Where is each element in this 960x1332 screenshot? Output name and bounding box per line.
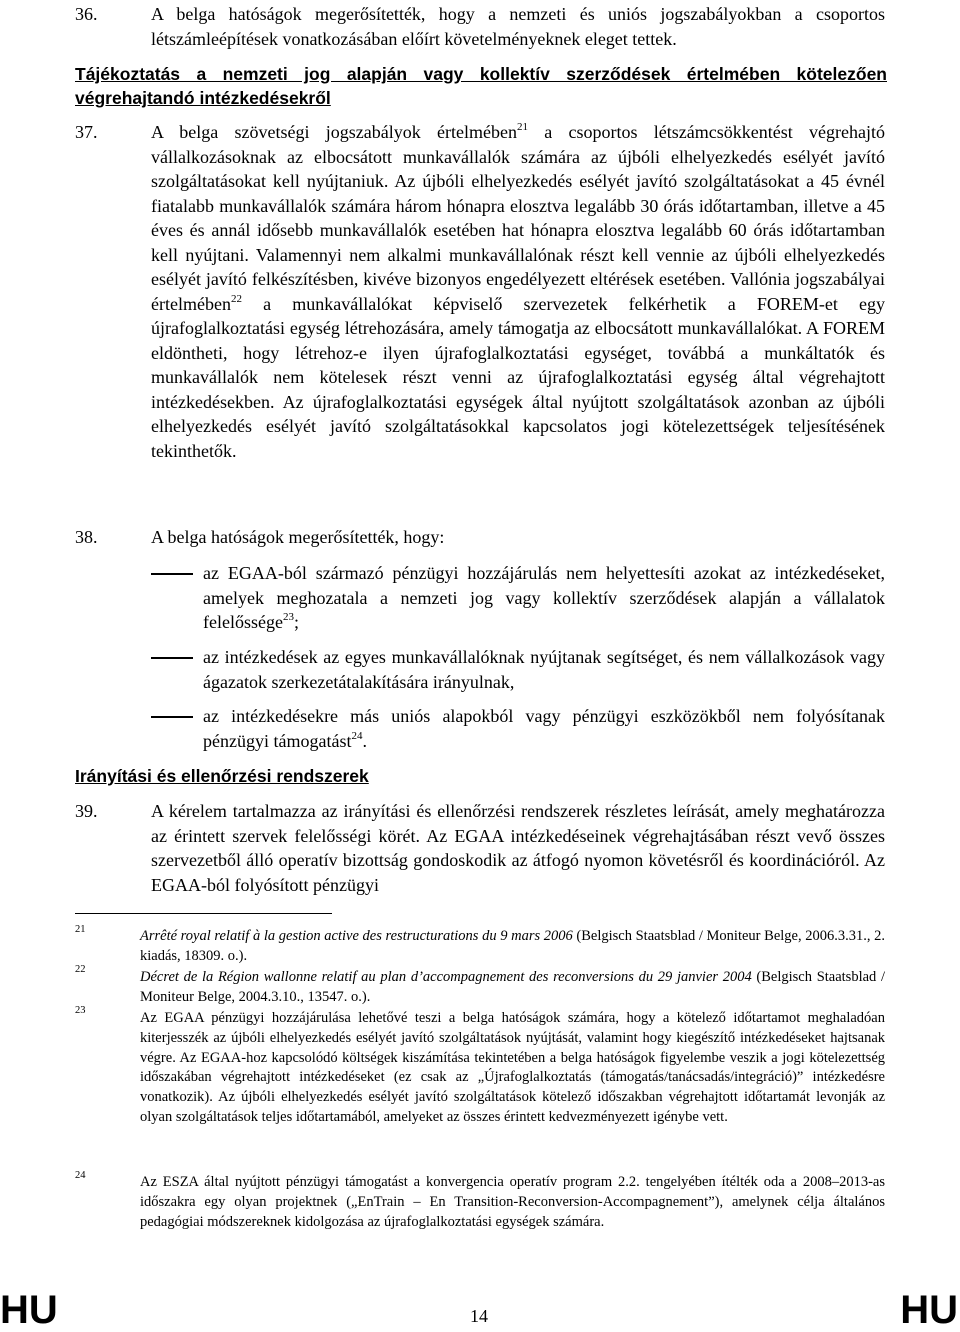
paragraph-37: A belga szövetségi jogszabályok értelmében$^{21}$ a csoportos létszámcsökkentést végrehajtó vállalkozásoknak az elbocsátott munkavállalók számára az újbóli elhelyezkedés esélyét javító szolgáltatásokat kell nyújtaniuk. Az újbóli elhelyezkedés esélyét javító szolgáltatásokat a 45 évnél fiatalabb munkavállalók számára három hónapra elosztva legalább 30 órás időtartamban, illetve a 45 éves és annál idősebb munkavállalók esetében hat hónapra elosztva legalább 60 órás időtartamban kell nyújtani. Valamennyi nem alkalmi munkavállalónak részt kell vennie az újbóli elhelyezkedés esélyét javító felkészítésben, kivéve bizonyos engedélyezett eltérések esetében. Vallónia jogszabályai értelmében$^{22}$ a munkavállalókat képviselő szervezetek felkérhetik a FOREM-et egy újrafoglalkoztatási egység létrehozására, amely támogatja az elbocsátott munkavállalókat. A FOREM eldöntheti, hogy létrehoz-e ilyen újrafoglalkoztatási egységet, továbbá a munkáltatók és munkavállalók nem kötelesek részt venni az újrafoglalkoztatási egység által végrehajtott intézkedésekben. Az újrafoglalkoztatási egységek által nyújtott szolgáltatások azonban az újbóli elhelyezkedés esélyét javító szolgáltatásokkal kapcsolatos jogi kötelezettségek teljesítésének tekinthetők. <box>151 121 885 461</box>
language-code-right: HU <box>900 1288 958 1332</box>
bullet-item: az EGAA-ból származó pénzügyi hozzájárulás nem helyettesíti azokat az intézkedéseket, amelyek meghozatala a nemzeti jog vagy kollektív szerződések alapján a vállalatok felelőssége$^{23}$; <box>203 563 885 632</box>
footnote-ref[interactable]: 23 <box>282 611 294 623</box>
paragraph-39: A kérelem tartalmazza az irányítási és ellenőrzési rendszerek részletes leírását, amely meghatározza az érintett szervek felelősségi körét. Az EGAA intézkedéseinek végrehajtásában részt vevő összes szervezetből álló operatív bizottság gondoskodik az átfogó nyomon követésről és koordinációról. Az EGAA-ból folyósított pénzügyi <box>151 801 885 895</box>
language-code-left: HU <box>0 1288 58 1332</box>
bullet-item: az intézkedések az egyes munkavállalóknak nyújtanak segítséget, és nem vállalkozások vagy ágazatok szerkezetátalakítására irányulnak, <box>203 647 885 692</box>
paragraph-38-intro: A belga hatóságok megerősítették, hogy: <box>151 527 445 547</box>
footnote-23: Az EGAA pénzügyi hozzájárulása lehetővé teszi a belga hatóságok számára, hogy a kötelező időtartamot meghaladóan kiterjesszék az újbóli elhelyezkedés esélyét javító szolgáltatások nyújtását, valamint hogy kiegészítő intézkedéseket hajtsanak végre. Az EGAA-hoz kapcsolódó költségek kiszámítása tekintetében a belga hatóságok figyelembe veszik a jogi kötelezettség időszakában végrehajtott intézkedéseket (ez csak az „Újrafoglalkoztatás (támogatás/tanácsadás/integráció)” intézkedésre vonatkozik). Az újbóli elhelyezkedés esélyét javító szolgáltatások kötelező időszakban végrehajtott időtartamát levonják az olyan szolgáltatások teljes időtartamából, amelyeket az összes érintett kedvezményezett igénybe vett. <box>140 1010 885 1125</box>
footnote-number: 23 <box>75 1005 86 1016</box>
section-heading: Irányítási és ellenőrzési rendszerek <box>75 766 369 786</box>
paragraph-number: 36. <box>75 4 98 24</box>
footnote-22: Décret de la Région wallonne relatif au plan d’accompagnement des reconversions du 29 janvier 2004 (Belgisch Staatsblad / Moniteur Belge, 2004.3.10., 13547. o.). <box>140 969 886 1005</box>
paragraph-number: 37. <box>75 122 98 142</box>
footnote-24: Az ESZA által nyújtott pénzügyi támogatást a konvergencia operatív program 2.2. tengelyében ítélték oda a 2008–2013-as időszakra egy olyan projektnek („EnTrain – En Transition-Reconversion-Accompagnement”), amelynek célja általános pedagógiai módszereknek kidolgozása az újrafoglalkoztatási egységek számára. <box>140 1174 885 1230</box>
section-heading: Tájékoztatás a nemzeti jog alapján vagy kollektív szerződések értelmében kötelezően végrehajtandó intézkedésekről <box>75 64 887 108</box>
dash-bullet <box>151 716 193 718</box>
bullet-item: az intézkedésekre más uniós alapokból vagy pénzügyi eszközökből nem folyósítanak pénzügyi támogatást$^{24}$. <box>203 706 885 751</box>
footnote-separator <box>75 913 332 914</box>
page-number: 14 <box>470 1306 488 1326</box>
footnote-21: Arrêté royal relatif à la gestion active des restructurations du 9 mars 2006 (Belgisch Staatsblad / Moniteur Belge, 2006.3.31., 2. kiadás, 18309. o.). <box>140 928 885 964</box>
footnote-number: 24 <box>75 1170 86 1181</box>
dash-bullet <box>151 657 193 659</box>
paragraph-number: 38. <box>75 527 98 547</box>
paragraph-36: A belga hatóságok megerősítették, hogy a nemzeti és uniós jogszabályokban a csoportos létszámleépítések vonatkozásában előírt követelményeknek eleget tettek. <box>151 4 885 49</box>
footnote-ref[interactable]: 21 <box>517 121 528 133</box>
footnote-number: 22 <box>75 964 86 975</box>
paragraph-number: 39. <box>75 801 98 821</box>
footnote-number: 21 <box>75 924 86 935</box>
footnote-ref[interactable]: 24 <box>351 729 363 742</box>
footnote-ref[interactable]: 22 <box>230 292 242 305</box>
dash-bullet <box>151 573 193 575</box>
